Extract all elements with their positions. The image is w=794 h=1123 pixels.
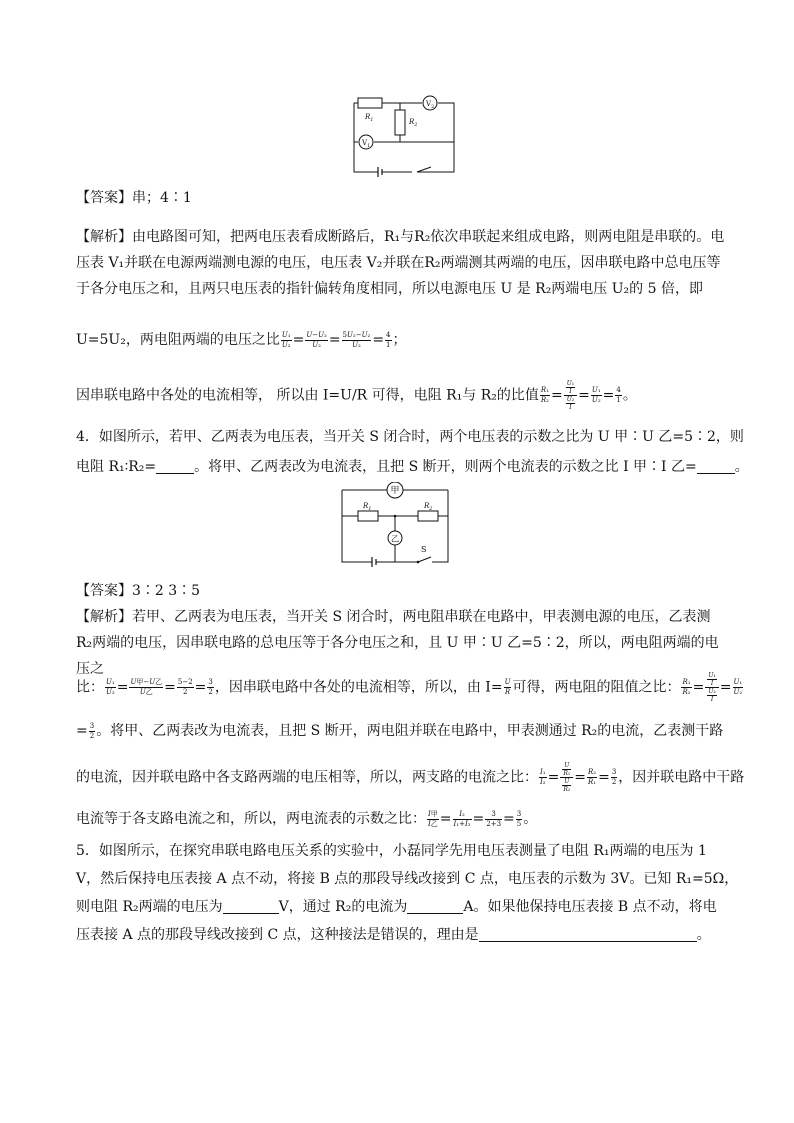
analysis-4-line-4: 的电流，因并联电路中各支路两端的电压相等，所以，两支路的电流之比： $\frac{\text{I₁}}{\text{I₂}}$ = $\frac{\frac{U}{\text{R₁}}}{\frac{U}{\text{R₂}}}$ = $\frac{\text{R₂}}{\text{R₁}}$ = $\frac{3}{2}$ ，因并联电路中干路 (76, 762, 745, 793)
analysis-4-paragraph: 【解析】若甲、乙两表为电压表，当开关 S 闭合时，两电阻串联在电路中，甲表测电源的电压，乙表测 R₂两端的电压，因串联电路的总电压等于各分电压之和，且 U 甲∶U 乙=5∶2，所以，两电阻两端的电压之 (76, 609, 719, 677)
answer-blank[interactable] (407, 899, 463, 914)
analysis-4-line-3: = $\frac{3}{2}$ 。将甲、乙两表改为电流表，且把 S 断开，两电阻并联在电路中，甲表测通过 R₂的电流，乙表测干路 (76, 721, 724, 740)
fig2-r1-label: $R_1$ (363, 502, 372, 512)
circuit-diagram-1 (330, 90, 462, 178)
fraction: $\frac{3}{2}$ (611, 768, 617, 786)
fraction: $\frac{\text{I₂}}{\text{I₁+I₂}}$ (453, 809, 471, 828)
question-5-line-3: 则电阻 R₂两端的电压为 V，通过 R₂的电流为 A。如果他保持电压表接 B 点不动，将电 (76, 899, 717, 915)
fraction: $\frac{\text{U甲−U乙}}{\text{U乙}}$ (130, 678, 163, 696)
fraction: $\frac{\text{R₁}}{\text{R₂}}$ (682, 678, 691, 696)
analysis-3-paragraph (76, 224, 726, 302)
nested-fraction: $\frac{\frac{\text{U₁}}{I}}{\frac{\text{U₂}}{I}}$ (564, 380, 577, 411)
answer-label: 【答案】 (76, 190, 132, 206)
nested-fraction: $\frac{\frac{U}{\text{R₁}}}{\frac{U}{\text{R₂}}}$ (560, 762, 573, 793)
fraction: $\frac{\text{U₁}}{\text{U₂}}$ (106, 678, 115, 696)
fig1-r2-label: $R_2$ (409, 118, 418, 128)
analysis-3-text: 由电路图可知，把两电压表看成断路后，R₁与R₂依次串联起来组成电路，则两电阻是串联的。电压表 V₁并联在电源两端测电源的电压，电压表 V₂并联在R₂两端测其两端的电压，因串联电路中总电压等于各分电压之和，且两只电压表的指针偏转角度相同，所以电源电压 U 是 R₂两端电压 U₂的 5 倍，即 (76, 229, 725, 297)
fraction: $\frac{3}{2}$ (89, 721, 95, 740)
fraction: $\frac{5-2}{2}$ (177, 678, 193, 696)
fraction: $\frac{U}{R}$ (504, 678, 511, 696)
answer-text: 串；4∶1 (132, 190, 192, 206)
nested-fraction: $\frac{\frac{\text{U₁}}{I}}{\frac{\text{U₂}}{I}}$ (705, 672, 718, 703)
fig2-yi-meter-label: 乙 (391, 534, 399, 544)
fraction: $\frac{3}{2}$ (208, 678, 213, 696)
fraction: $\frac{\text{R₁}}{\text{R₂}}$ (540, 386, 549, 404)
question-5-line-2: V，然后保持电压表接 A 点不动，将接 B 点的那段导线改接到 C 点，电压表的示数为 3V。已知 R₁=5Ω， (76, 871, 739, 887)
analysis-label: 【解析】 (76, 609, 132, 625)
answer-text: 3∶2 3∶5 (132, 583, 201, 599)
fraction: $\frac{\text{I₁}}{\text{I₂}}$ (540, 768, 546, 786)
fig2-switch-label: S (421, 545, 427, 554)
answer-blank[interactable] (156, 459, 194, 474)
fraction: $\frac{\text{U₁}}{\text{U₂}}$ (591, 386, 601, 404)
question-4-line-2: 电阻 R₁∶R₂= 。将甲、乙两表改为电流表，且把 S 断开，则两个电流表的示数之比 I 甲∶I 乙= 。 (76, 459, 749, 475)
answer-blank[interactable] (697, 459, 735, 474)
answer-4 (76, 578, 200, 604)
fraction: $\frac{3}{2+3}$ (486, 809, 502, 828)
question-4-line-1: 4．如图所示，若甲、乙两表为电压表，当开关 S 闭合时，两个电压表的示数之比为 U 甲∶U 乙=5∶2，则 (76, 429, 744, 445)
fig1-r1-label: $R_1$ (365, 113, 374, 123)
fraction: $\frac{\text{U−U₂}}{\text{U₂}}$ (306, 330, 327, 349)
fraction: $\frac{\text{R₂}}{\text{R₁}}$ (587, 768, 597, 786)
fig1-v2-label: $V_2$ (426, 100, 435, 110)
analysis-4-ratio-line: 比： $\frac{\text{U₁}}{\text{U₂}}$ = $\frac{\text{U甲−U乙}}{\text{U乙}}$ = $\frac{5-2}{2}$ = $\frac{3}{2}$ ，因串联电路中各处的电流相等，所以，由 I= $\frac{U}{R}$ 可得，两电阻的阻值之比： $\frac{\text{R₁}}{\text{R₂}}$ = $\frac{\frac{\text{U₁}}{I}}{\frac{\text{U₂}}{I}}$ = $\frac{\text{U₁}}{\text{U₂}}$ (76, 672, 743, 703)
fraction: $\frac{3}{5}$ (516, 809, 522, 828)
fraction: $\frac{\text{I甲}}{\text{I乙}}$ (428, 809, 438, 828)
question-5-line-4: 压表接 A 点的那段导线改接到 C 点，这种接法是错误的，理由是 。 (76, 927, 711, 943)
question-5-line-1: 5．如图所示，在探究串联电路电压关系的实验中，小磊同学先用电压表测量了电阻 R₁两端的电压为 1 (76, 843, 707, 859)
answer-blank[interactable] (479, 927, 697, 942)
analysis-3-ratio-line: U=5U₂，两电阻两端的电压之比 $\frac{\text{U₁}}{\text{U₂}}$ = $\frac{\text{U−U₂}}{\text{U₂}}$ = $\frac{\text{5U₂−U₂}}{\text{U₂}}$ = $\frac{4}{1}$ ； (76, 330, 407, 349)
answer-label: 【答案】 (76, 583, 132, 599)
analysis-3-resistance-line: 因串联电路中各处的电流相等， 所以由 I=U/R 可得，电阻 R₁与 R₂的比值 $\frac{\text{R₁}}{\text{R₂}}$ = $\frac{\frac{\text{U₁}}{I}}{\frac{\text{U₂}}{I}}$ = $\frac{\text{U₁}}{\text{U₂}}$ = $\frac{4}{1}$ 。 (76, 380, 637, 411)
fraction: $\frac{4}{1}$ (616, 386, 621, 404)
circuit-diagram-2 (338, 482, 460, 570)
analysis-label: 【解析】 (76, 229, 132, 245)
fraction: $\frac{\text{U₁}}{\text{U₂}}$ (733, 678, 743, 696)
fig2-r2-label: $R_2$ (424, 502, 433, 512)
answer-3 (76, 185, 192, 211)
fraction: $\frac{4}{1}$ (386, 330, 391, 349)
fig2-jia-meter-label: 甲 (390, 486, 400, 496)
fraction: $\frac{\text{5U₂−U₂}}{\text{U₂}}$ (342, 330, 371, 349)
fraction: $\frac{\text{U₁}}{\text{U₂}}$ (281, 330, 291, 349)
analysis-4-line-5: 电流等于各支路电流之和，所以，两电流表的示数之比： $\frac{\text{I甲}}{\text{I乙}}$ = $\frac{\text{I₂}}{\text{I₁+I₂}}$ = $\frac{3}{2+3}$ = $\frac{3}{5}$ 。 (76, 809, 538, 828)
answer-blank[interactable] (223, 899, 279, 914)
fig1-v1-label: $V_1$ (362, 139, 371, 149)
